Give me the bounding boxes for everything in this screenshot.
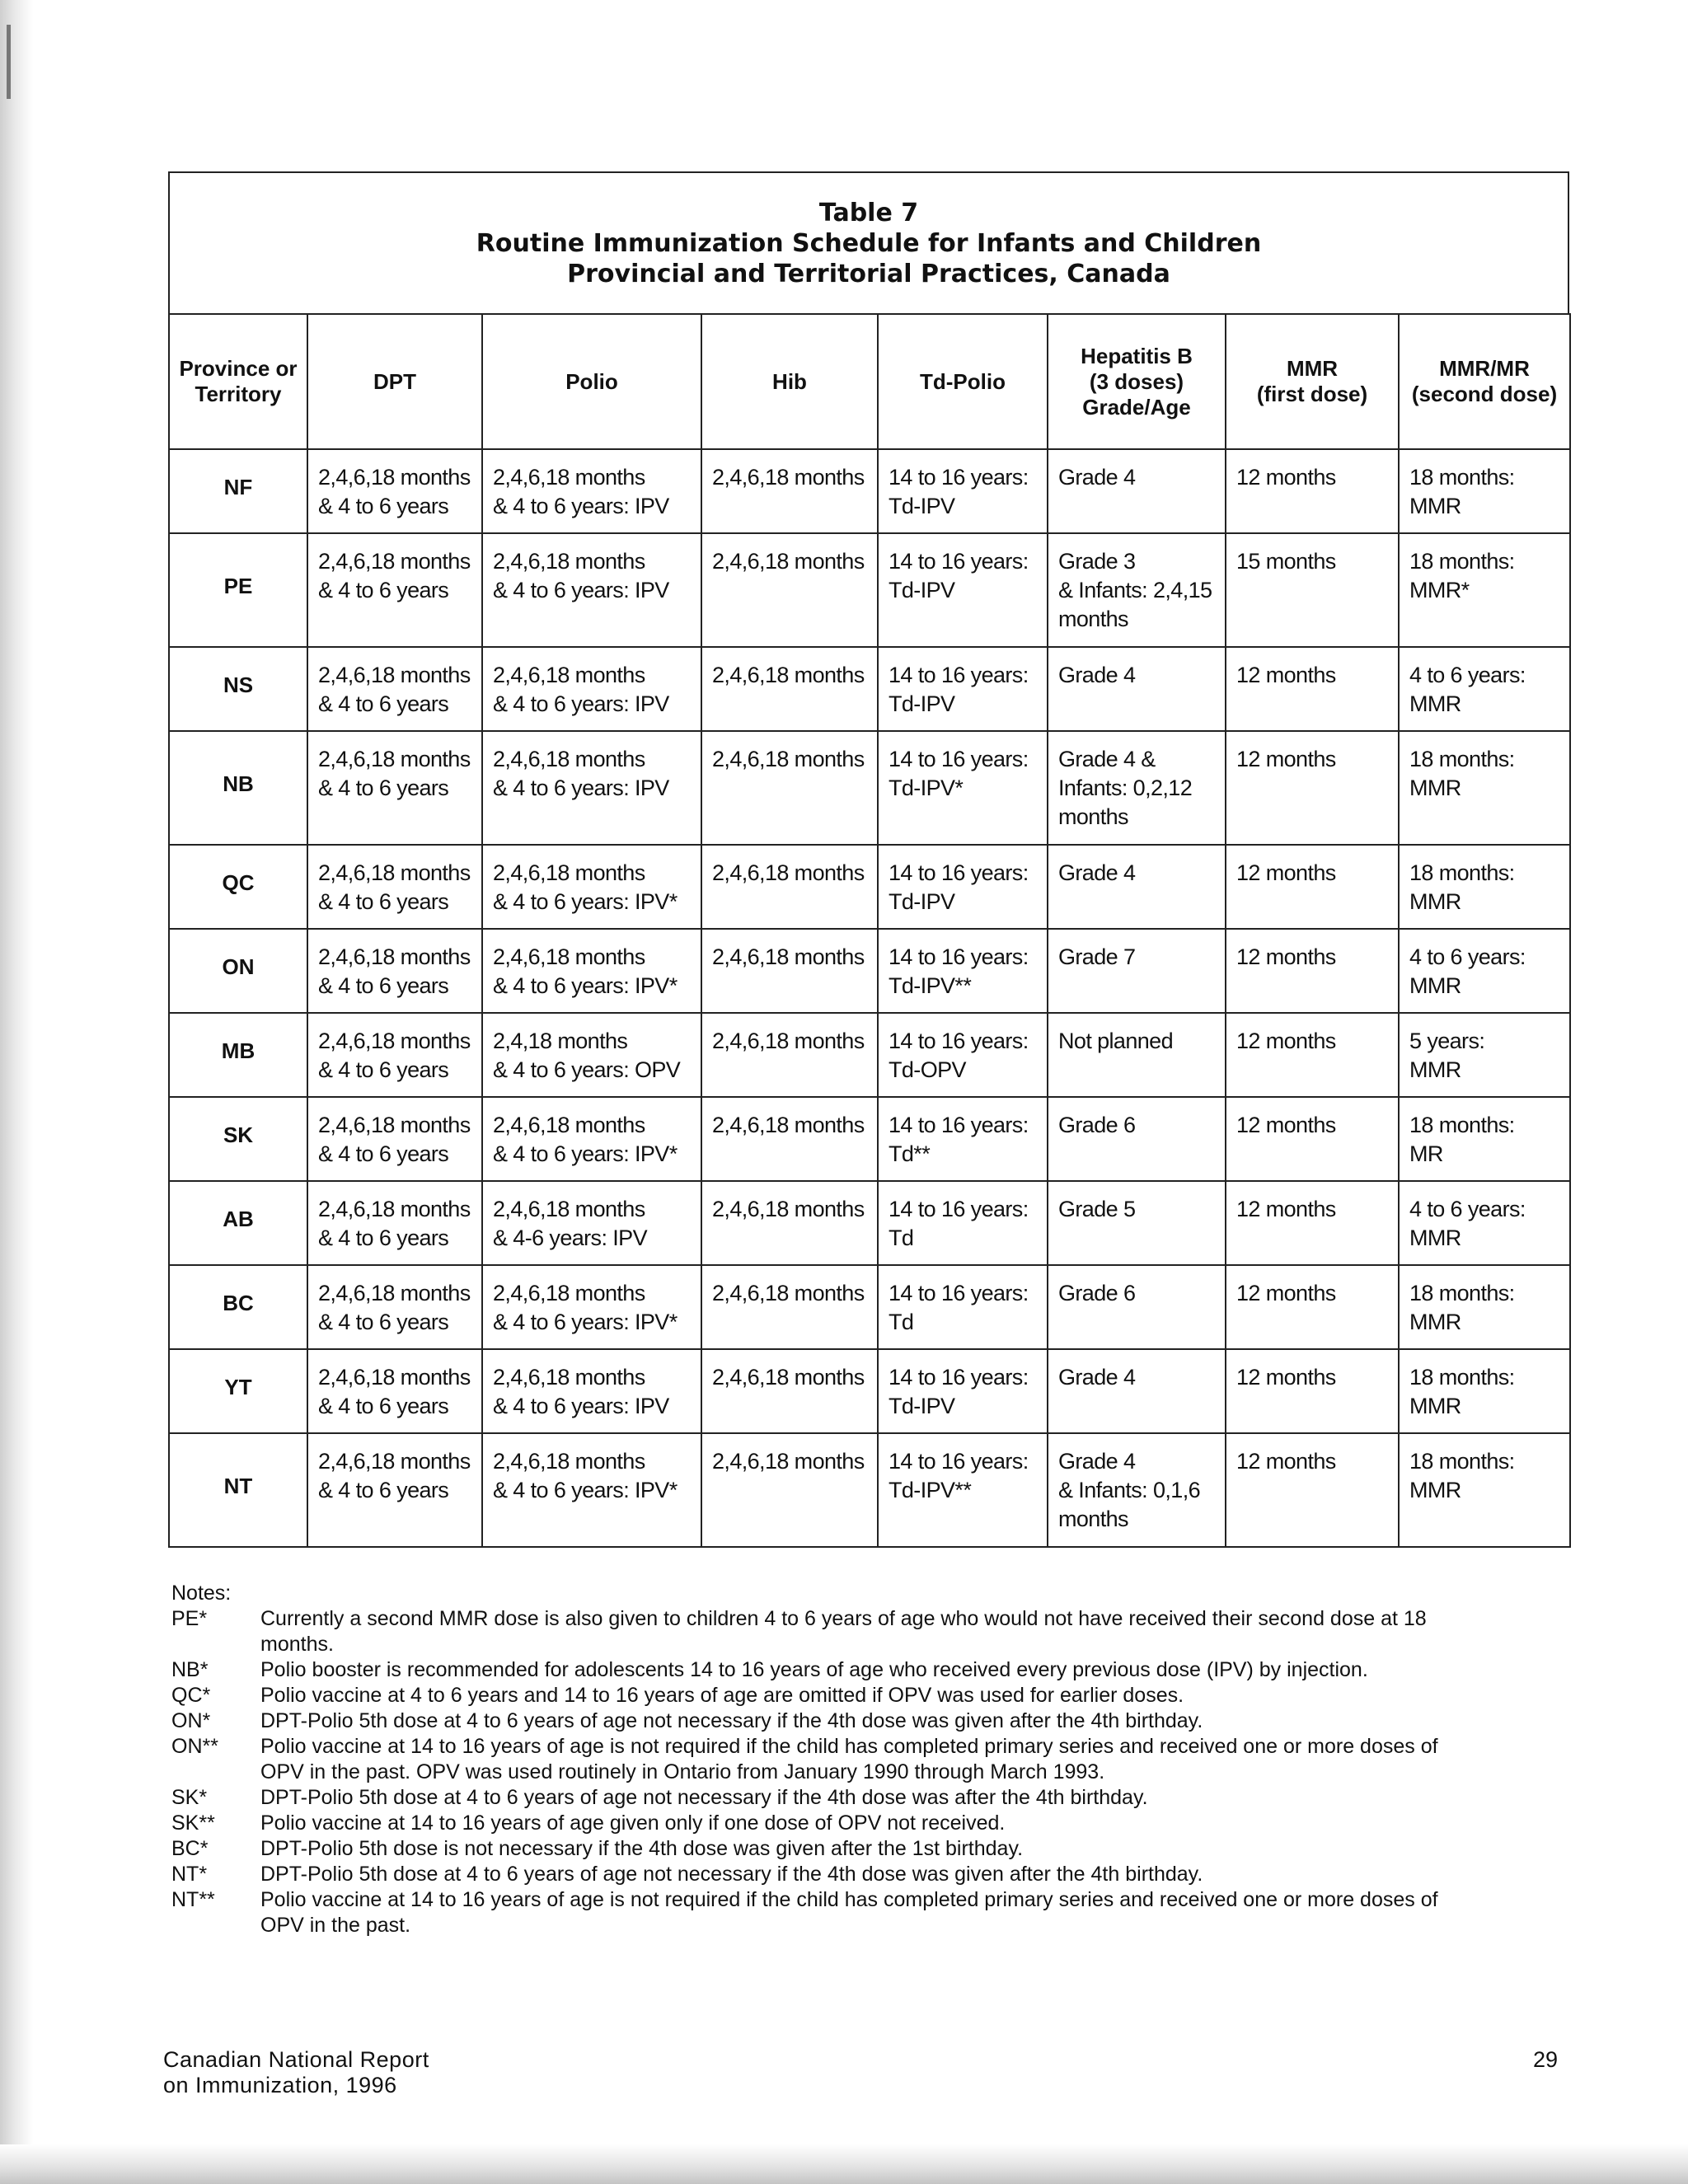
note-item [171, 1734, 1457, 1785]
table-title: Routine Immunization Schedule for Infants and Children [476, 228, 1262, 258]
cell-mmr-first: 12 months [1226, 845, 1399, 929]
note-text: Polio booster is recommended for adolescents 14 to 16 years of age who received every previous dose (IPV) by injection. [260, 1658, 1368, 1681]
cell-hepatitis-b: Grade 4 [1048, 449, 1226, 533]
cell-td-polio: 14 to 16 years: Td-OPV [878, 1013, 1048, 1097]
note-item [171, 1862, 1457, 1887]
note-text: DPT-Polio 5th dose at 4 to 6 years of age not necessary if the 4th dose was after the 4th birthday. [260, 1786, 1148, 1809]
note-text: Polio vaccine at 14 to 16 years of age is not required if the child has completed primary series and received one or more doses of OPV in the past. OPV was used routinely in Ontario from January 1990 through March 1993. [260, 1735, 1438, 1783]
table-row [169, 1349, 1570, 1433]
header-province: Province or Territory [169, 314, 307, 449]
footer-report-title [163, 2047, 429, 2098]
cell-hepatitis-b: Not planned [1048, 1013, 1226, 1097]
cell-mmr-first: 12 months [1226, 731, 1399, 845]
scan-mark [7, 25, 11, 99]
cell-hepatitis-b: Grade 4 & Infants: 0,2,12 months [1048, 731, 1226, 845]
cell-mmr-second: 4 to 6 years: MMR [1399, 1181, 1570, 1265]
cell-td-polio: 14 to 16 years: Td-IPV [878, 1349, 1048, 1433]
header-td-polio: Td-Polio [878, 314, 1048, 449]
cell-td-polio: 14 to 16 years: Td [878, 1265, 1048, 1349]
cell-mmr-second: 18 months: MMR [1399, 731, 1570, 845]
notes-heading: Notes: [171, 1582, 232, 1605]
cell-hib: 2,4,6,18 months [701, 1181, 878, 1265]
table-row [169, 929, 1570, 1013]
cell-td-polio: 14 to 16 years: Td-IPV [878, 845, 1048, 929]
cell-mmr-second: 18 months: MMR* [1399, 533, 1570, 647]
cell-hepatitis-b: Grade 4 [1048, 845, 1226, 929]
note-text: Polio vaccine at 14 to 16 years of age is not required if the child has completed primary series and received one or more doses of OPV in the past. [260, 1888, 1438, 1937]
cell-mmr-second: 18 months: MMR [1399, 1265, 1570, 1349]
cell-province: PE [169, 533, 307, 647]
cell-hepatitis-b: Grade 4 & Infants: 0,1,6 months [1048, 1433, 1226, 1547]
cell-mmr-second: 5 years: MMR [1399, 1013, 1570, 1097]
cell-mmr-first: 12 months [1226, 1097, 1399, 1181]
cell-province: NB [169, 731, 307, 845]
cell-dpt: 2,4,6,18 months & 4 to 6 years [307, 1097, 482, 1181]
note-text: DPT-Polio 5th dose is not necessary if the 4th dose was given after the 1st birthday. [260, 1837, 1024, 1860]
header-hepatitis-b: Hepatitis B (3 doses) Grade/Age [1048, 314, 1226, 449]
header-row [169, 314, 1570, 449]
cell-polio: 2,4,6,18 months & 4 to 6 years: IPV* [482, 929, 701, 1013]
cell-mmr-first: 12 months [1226, 449, 1399, 533]
cell-hib: 2,4,6,18 months [701, 647, 878, 731]
table-row [169, 533, 1570, 647]
cell-polio: 2,4,6,18 months & 4 to 6 years: IPV* [482, 845, 701, 929]
table-number: Table 7 [818, 198, 919, 227]
cell-td-polio: 14 to 16 years: Td-IPV [878, 647, 1048, 731]
cell-dpt: 2,4,6,18 months & 4 to 6 years [307, 929, 482, 1013]
table-row [169, 1433, 1570, 1547]
cell-hib: 2,4,6,18 months [701, 845, 878, 929]
cell-td-polio: 14 to 16 years: Td-IPV [878, 449, 1048, 533]
note-item [171, 1811, 1457, 1836]
cell-hib: 2,4,6,18 months [701, 1013, 878, 1097]
cell-hepatitis-b: Grade 6 [1048, 1265, 1226, 1349]
cell-dpt: 2,4,6,18 months & 4 to 6 years [307, 533, 482, 647]
cell-province: BC [169, 1265, 307, 1349]
cell-hepatitis-b: Grade 7 [1048, 929, 1226, 1013]
cell-td-polio: 14 to 16 years: Td-IPV [878, 533, 1048, 647]
note-item [171, 1785, 1457, 1811]
cell-polio: 2,4,6,18 months & 4 to 6 years: IPV [482, 533, 701, 647]
cell-mmr-first: 15 months [1226, 533, 1399, 647]
cell-td-polio: 14 to 16 years: Td** [878, 1097, 1048, 1181]
cell-province: YT [169, 1349, 307, 1433]
cell-mmr-second: 4 to 6 years: MMR [1399, 647, 1570, 731]
cell-polio: 2,4,6,18 months & 4 to 6 years: IPV [482, 731, 701, 845]
table-row [169, 449, 1570, 533]
cell-province: AB [169, 1181, 307, 1265]
note-text: Polio vaccine at 4 to 6 years and 14 to 16 years of age are omitted if OPV was used for earlier doses. [260, 1684, 1184, 1707]
cell-dpt: 2,4,6,18 months & 4 to 6 years [307, 731, 482, 845]
cell-mmr-first: 12 months [1226, 1433, 1399, 1547]
note-key: NT* [171, 1863, 208, 1886]
header-mmr-first: MMR (first dose) [1226, 314, 1399, 449]
cell-dpt: 2,4,6,18 months & 4 to 6 years [307, 1013, 482, 1097]
cell-mmr-second: 18 months: MMR [1399, 1349, 1570, 1433]
cell-mmr-first: 12 months [1226, 1181, 1399, 1265]
cell-hib: 2,4,6,18 months [701, 1349, 878, 1433]
notes-section [171, 1581, 1457, 1938]
cell-province: SK [169, 1097, 307, 1181]
immunization-table-container [168, 171, 1569, 1548]
cell-hepatitis-b: Grade 4 [1048, 647, 1226, 731]
note-item [171, 1708, 1457, 1734]
cell-province: NS [169, 647, 307, 731]
cell-td-polio: 14 to 16 years: Td [878, 1181, 1048, 1265]
scan-shadow-left [0, 0, 33, 2184]
footer-report-line-1: Canadian National Report [163, 2047, 429, 2072]
cell-province: ON [169, 929, 307, 1013]
cell-polio: 2,4,18 months & 4 to 6 years: OPV [482, 1013, 701, 1097]
table-row [169, 1265, 1570, 1349]
note-text: Polio vaccine at 14 to 16 years of age given only if one dose of OPV not received. [260, 1811, 1006, 1835]
header-dpt: DPT [307, 314, 482, 449]
note-text: Currently a second MMR dose is also given to children 4 to 6 years of age who would not have received their second dose at 18 months. [260, 1607, 1427, 1656]
note-key: SK** [171, 1811, 215, 1835]
header-mmr-second: MMR/MR (second dose) [1399, 314, 1570, 449]
cell-hepatitis-b: Grade 3 & Infants: 2,4,15 months [1048, 533, 1226, 647]
cell-polio: 2,4,6,18 months & 4 to 6 years: IPV [482, 449, 701, 533]
table-row [169, 1097, 1570, 1181]
cell-mmr-first: 12 months [1226, 1013, 1399, 1097]
cell-province: NT [169, 1433, 307, 1547]
cell-dpt: 2,4,6,18 months & 4 to 6 years [307, 1181, 482, 1265]
note-item [171, 1836, 1457, 1862]
cell-polio: 2,4,6,18 months & 4 to 6 years: IPV* [482, 1265, 701, 1349]
note-item [171, 1657, 1457, 1683]
cell-hib: 2,4,6,18 months [701, 449, 878, 533]
cell-mmr-second: 18 months: MMR [1399, 1433, 1570, 1547]
table-row [169, 731, 1570, 845]
table-row [169, 845, 1570, 929]
cell-td-polio: 14 to 16 years: Td-IPV** [878, 1433, 1048, 1547]
cell-mmr-second: 18 months: MMR [1399, 845, 1570, 929]
cell-mmr-first: 12 months [1226, 929, 1399, 1013]
cell-hepatitis-b: Grade 4 [1048, 1349, 1226, 1433]
cell-polio: 2,4,6,18 months & 4 to 6 years: IPV [482, 1349, 701, 1433]
cell-hepatitis-b: Grade 5 [1048, 1181, 1226, 1265]
cell-mmr-first: 12 months [1226, 1265, 1399, 1349]
note-key: ON** [171, 1735, 218, 1758]
cell-hib: 2,4,6,18 months [701, 533, 878, 647]
table-subtitle: Provincial and Territorial Practices, Canada [567, 259, 1170, 288]
cell-dpt: 2,4,6,18 months & 4 to 6 years [307, 1265, 482, 1349]
cell-hib: 2,4,6,18 months [701, 1433, 878, 1547]
note-key: SK* [171, 1786, 208, 1809]
note-key: NT** [171, 1888, 215, 1911]
table-row [169, 1013, 1570, 1097]
note-key: NB* [171, 1658, 209, 1681]
cell-td-polio: 14 to 16 years: Td-IPV* [878, 731, 1048, 845]
cell-polio: 2,4,6,18 months & 4-6 years: IPV [482, 1181, 701, 1265]
cell-mmr-second: 18 months: MR [1399, 1097, 1570, 1181]
cell-province: MB [169, 1013, 307, 1097]
cell-polio: 2,4,6,18 months & 4 to 6 years: IPV [482, 647, 701, 731]
cell-dpt: 2,4,6,18 months & 4 to 6 years [307, 1433, 482, 1547]
note-text: DPT-Polio 5th dose at 4 to 6 years of age not necessary if the 4th dose was given after the 4th birthday. [260, 1709, 1203, 1732]
cell-polio: 2,4,6,18 months & 4 to 6 years: IPV* [482, 1433, 701, 1547]
cell-dpt: 2,4,6,18 months & 4 to 6 years [307, 449, 482, 533]
cell-mmr-second: 18 months: MMR [1399, 449, 1570, 533]
cell-mmr-second: 4 to 6 years: MMR [1399, 929, 1570, 1013]
note-key: PE* [171, 1607, 208, 1630]
cell-polio: 2,4,6,18 months & 4 to 6 years: IPV* [482, 1097, 701, 1181]
note-item [171, 1887, 1457, 1938]
cell-td-polio: 14 to 16 years: Td-IPV** [878, 929, 1048, 1013]
immunization-schedule-table [168, 313, 1571, 1548]
table-title-box [168, 171, 1569, 313]
header-polio: Polio [482, 314, 701, 449]
page-number: 29 [1533, 2047, 1559, 2072]
note-key: QC* [171, 1684, 211, 1707]
cell-hib: 2,4,6,18 months [701, 929, 878, 1013]
cell-province: QC [169, 845, 307, 929]
cell-hib: 2,4,6,18 months [701, 731, 878, 845]
footer-report-line-2: on Immunization, 1996 [163, 2073, 397, 2097]
table-row [169, 647, 1570, 731]
cell-dpt: 2,4,6,18 months & 4 to 6 years [307, 647, 482, 731]
cell-province: NF [169, 449, 307, 533]
note-key: ON* [171, 1709, 211, 1732]
note-item [171, 1683, 1457, 1708]
cell-hib: 2,4,6,18 months [701, 1265, 878, 1349]
cell-hepatitis-b: Grade 6 [1048, 1097, 1226, 1181]
table-row [169, 1181, 1570, 1265]
note-text: DPT-Polio 5th dose at 4 to 6 years of age not necessary if the 4th dose was given after the 4th birthday. [260, 1863, 1203, 1886]
note-item [171, 1606, 1457, 1657]
cell-mmr-first: 12 months [1226, 647, 1399, 731]
cell-dpt: 2,4,6,18 months & 4 to 6 years [307, 845, 482, 929]
note-key: BC* [171, 1837, 209, 1860]
cell-mmr-first: 12 months [1226, 1349, 1399, 1433]
cell-dpt: 2,4,6,18 months & 4 to 6 years [307, 1349, 482, 1433]
header-hib: Hib [701, 314, 878, 449]
cell-hib: 2,4,6,18 months [701, 1097, 878, 1181]
scan-shadow-bottom [0, 2144, 1688, 2184]
